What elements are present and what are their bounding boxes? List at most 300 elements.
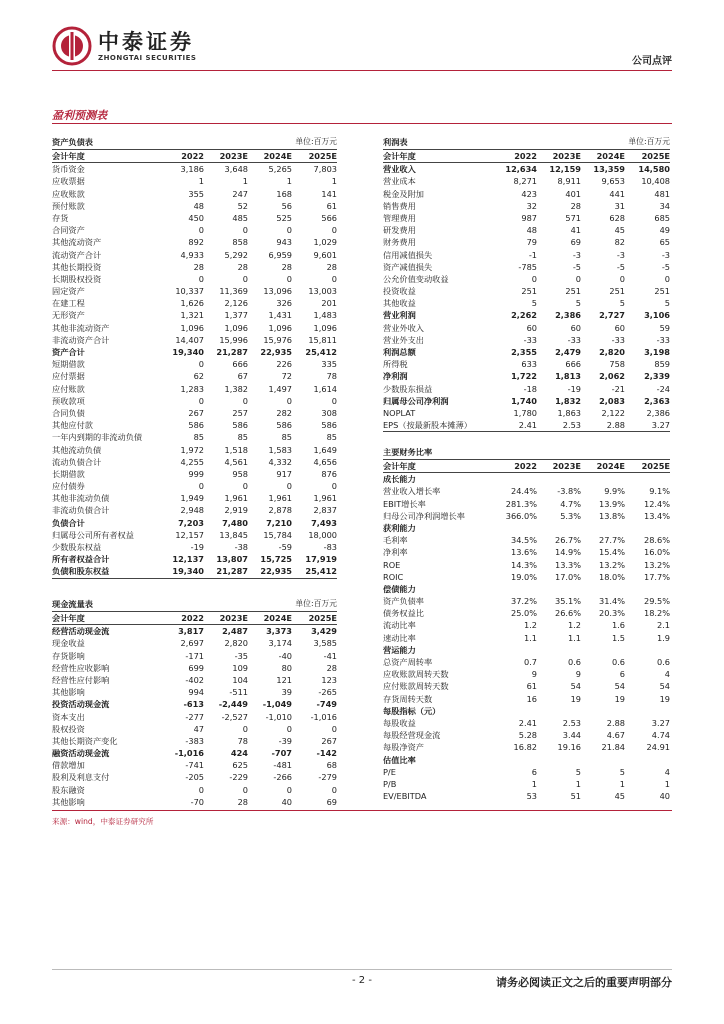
section-divider	[52, 123, 672, 124]
cell-value: 53	[526, 791, 537, 802]
cell-value: -41	[323, 650, 337, 661]
row-label: 速动比率	[383, 632, 416, 643]
financial-ratios-table	[383, 445, 670, 802]
cell-value: 566	[321, 212, 337, 223]
table-row	[383, 522, 670, 534]
page-number: - 2 -	[352, 975, 372, 986]
cell-value: 9,601	[313, 249, 337, 260]
cell-value: 168	[276, 188, 292, 199]
cell-value	[625, 522, 670, 534]
row-label: 其他长期资产变化	[52, 735, 118, 746]
cell-value: 15,725	[260, 554, 292, 565]
cell-value: 72	[281, 371, 292, 382]
table-row	[383, 236, 670, 248]
balance-sheet-table	[52, 135, 337, 579]
cell-value: 5	[619, 766, 625, 777]
cell-value: -3	[661, 249, 670, 260]
cell-value: -19	[190, 542, 204, 552]
cell-value: 28	[237, 261, 248, 272]
table-row	[383, 766, 670, 778]
cell-value: 19.16	[557, 742, 581, 753]
cell-value: 32	[526, 200, 537, 211]
row-label: 经营活动现金流	[52, 626, 110, 637]
cell-value: 0	[198, 784, 204, 795]
table-title-bar	[383, 135, 670, 150]
cell-value: 3.27	[651, 717, 670, 728]
cell-value: 1,096	[268, 322, 292, 333]
row-label: 投资活动现金流	[52, 699, 110, 710]
cell-value: -35	[234, 650, 248, 661]
cell-value: 16.0%	[643, 547, 670, 558]
row-label: 财务费用	[383, 237, 416, 248]
cell-value: 2,355	[511, 347, 537, 357]
row-label: P/B	[383, 778, 397, 789]
table-row	[52, 261, 337, 273]
cell-value: 13.6%	[510, 547, 537, 558]
cell-value	[581, 644, 625, 656]
cell-value: 1.1	[523, 632, 537, 643]
table-title-bar	[383, 445, 670, 460]
row-label: NOPLAT	[383, 407, 416, 418]
cell-value: -21	[611, 383, 625, 394]
cell-value: 49	[659, 225, 670, 236]
cell-value: 0	[198, 481, 204, 492]
cell-value: 60	[570, 322, 581, 333]
cell-value: 1,483	[313, 310, 337, 321]
cell-value: 571	[565, 212, 581, 223]
cell-value: 441	[609, 188, 625, 199]
table-row	[52, 650, 337, 662]
cell-value: 16.82	[513, 742, 537, 753]
cell-value: 85	[237, 432, 248, 443]
cell-value: 1,961	[224, 493, 248, 504]
cell-value: 27.7%	[598, 535, 625, 546]
cell-value: 37.2%	[510, 596, 537, 607]
cell-value: 13.4%	[643, 510, 670, 521]
cell-value: 1,377	[224, 310, 248, 321]
cell-value: 625	[232, 760, 248, 771]
table-title: 利润表	[383, 137, 408, 147]
table-row	[383, 571, 670, 583]
row-label: 现金收益	[52, 638, 85, 649]
column-header-year: 2024E	[596, 151, 625, 161]
cell-value: 13.2%	[598, 559, 625, 570]
table-title: 主要财务比率	[383, 447, 433, 457]
table-row	[52, 273, 337, 285]
table-row	[383, 632, 670, 644]
table-row	[383, 693, 670, 705]
table-row	[383, 419, 670, 432]
row-label: 营业利润	[383, 310, 416, 321]
table-row	[383, 644, 670, 656]
cell-value: 12,159	[549, 164, 581, 175]
income-statement-table	[383, 135, 670, 432]
table-row	[383, 334, 670, 346]
cell-value: 5	[575, 766, 581, 777]
row-label: 投资收益	[383, 286, 416, 297]
column-header-year: 2024E	[263, 613, 292, 623]
source-note: 来源：wind，中泰证券研究所	[52, 817, 154, 826]
table-row	[383, 224, 670, 236]
row-label: 资产负债率	[383, 596, 424, 607]
cell-value: 4,656	[313, 456, 337, 467]
cell-value: -24	[656, 383, 670, 394]
cell-value: 6	[531, 766, 537, 777]
column-header-year: 2022	[514, 151, 537, 161]
cell-value: 0	[331, 273, 337, 284]
table-row	[383, 595, 670, 607]
table-row	[52, 541, 337, 553]
cell-value	[581, 705, 625, 717]
cell-value: 68	[326, 760, 337, 771]
column-header-year: 2025E	[641, 151, 670, 161]
cell-value: -5	[572, 261, 581, 272]
table-unit: 单位:百万元	[628, 137, 670, 146]
cell-value: 141	[321, 188, 337, 199]
cell-value: 1,518	[224, 444, 248, 455]
cell-value: 987	[521, 212, 537, 223]
row-label: 其他影响	[52, 687, 85, 698]
logo-english-name: ZHONGTAI SECURITIES	[98, 54, 197, 62]
cell-value: -279	[318, 772, 337, 783]
table-title-bar	[52, 135, 337, 150]
cell-value: 19	[570, 693, 581, 704]
cell-value: 21,287	[216, 566, 248, 577]
row-label: 每股指标（元）	[383, 705, 441, 716]
table-row	[52, 468, 337, 480]
cell-value: 11,369	[219, 286, 248, 297]
row-label: 每股净资产	[383, 742, 424, 753]
cell-value: -5	[661, 261, 670, 272]
cell-value: 13,003	[308, 286, 337, 297]
table-row	[383, 510, 670, 522]
cell-value: 943	[276, 237, 292, 248]
cell-value: 0	[198, 273, 204, 284]
cell-value: 858	[232, 237, 248, 248]
cell-value: 31	[614, 200, 625, 211]
cell-value: 14.3%	[510, 559, 537, 570]
cell-value: 0	[286, 395, 292, 406]
cell-value: 0	[198, 395, 204, 406]
cell-value: 758	[609, 359, 625, 370]
row-label: 非流动资产合计	[52, 334, 110, 345]
cell-value	[625, 644, 670, 656]
cell-value: 2.88	[606, 420, 625, 431]
table-row	[383, 498, 670, 510]
cell-value: 59	[659, 322, 670, 333]
table-row	[52, 698, 337, 710]
table-row	[383, 249, 670, 261]
cell-value: 123	[321, 674, 337, 685]
table-row	[383, 485, 670, 497]
cell-value: 9	[531, 669, 537, 680]
cell-value: -1,010	[265, 711, 292, 722]
cell-value	[625, 705, 670, 717]
row-label: 其他影响	[52, 796, 85, 807]
cell-value: 1,096	[224, 322, 248, 333]
row-label: 少数股东损益	[383, 383, 433, 394]
cell-value: 1.6	[611, 620, 625, 631]
cell-value: 0	[331, 723, 337, 734]
cell-value: 0	[331, 395, 337, 406]
cell-value: 39	[281, 687, 292, 698]
section-title: 盈利预测表	[52, 109, 107, 122]
cell-value: 1.2	[523, 620, 537, 631]
row-label: 负债合计	[52, 517, 85, 528]
cell-value: 13.3%	[554, 559, 581, 570]
table-row	[383, 559, 670, 571]
cell-value: -1,016	[174, 748, 204, 759]
cell-value: 6,959	[268, 249, 292, 260]
row-label: 其他非流动负债	[52, 493, 110, 504]
cell-value	[625, 583, 670, 595]
cell-value: -3	[572, 249, 581, 260]
cell-value: 1,614	[313, 383, 337, 394]
cell-value: 892	[188, 237, 204, 248]
table-row	[52, 212, 337, 224]
cell-value: -3.8%	[557, 486, 581, 497]
table-row	[383, 200, 670, 212]
cell-value: 26.6%	[554, 608, 581, 619]
row-label: 其他长期投资	[52, 261, 102, 272]
cell-value: 18.2%	[643, 608, 670, 619]
cell-value: 19	[614, 693, 625, 704]
row-label: 应付账款周转天数	[383, 681, 449, 692]
table-unit: 单位:百万元	[295, 599, 337, 608]
cell-value: 2.53	[562, 717, 581, 728]
cell-value: 485	[232, 212, 248, 223]
table-row	[52, 407, 337, 419]
row-label: EV/EBITDA	[383, 791, 427, 802]
row-label: 偿债能力	[383, 583, 416, 594]
cell-value: 4.7%	[560, 498, 581, 509]
cell-value: 0	[242, 481, 248, 492]
cell-value: 0	[619, 273, 625, 284]
row-label: 融资活动现金流	[52, 748, 110, 759]
cell-value: 41	[570, 225, 581, 236]
cell-value: -5	[616, 261, 625, 272]
cell-value: 1,283	[180, 383, 204, 394]
table-row	[383, 680, 670, 692]
cell-value: 958	[232, 468, 248, 479]
document-type: 公司点评	[632, 56, 672, 67]
cell-value: -18	[523, 383, 537, 394]
row-label: 营业成本	[383, 176, 416, 187]
cell-value: 366.0%	[505, 510, 537, 521]
row-label: 信用减值损失	[383, 249, 433, 260]
cell-value: 1,096	[180, 322, 204, 333]
cell-value: -3	[616, 249, 625, 260]
table-title: 资产负债表	[52, 137, 93, 147]
cell-value: 1,813	[555, 371, 581, 382]
cell-value: -707	[271, 748, 292, 759]
cell-value: 1,780	[513, 407, 537, 418]
cell-value: 3,817	[178, 626, 204, 637]
cell-value: 1.9	[656, 632, 670, 643]
cell-value: 335	[321, 359, 337, 370]
cell-value: 85	[281, 432, 292, 443]
table-row	[52, 674, 337, 686]
cell-value	[625, 473, 670, 485]
cell-value: 2,386	[646, 407, 670, 418]
table-row	[383, 175, 670, 187]
cell-value: 2,479	[555, 347, 581, 357]
cell-value: 85	[193, 432, 204, 443]
cell-value: -749	[316, 699, 337, 710]
cell-value: 82	[614, 237, 625, 248]
cell-value: 48	[193, 200, 204, 211]
cell-value: 28.6%	[643, 535, 670, 546]
cell-value: 4,933	[180, 249, 204, 260]
cell-value: 28	[570, 200, 581, 211]
company-logo	[52, 26, 196, 66]
column-header-year: 2023E	[219, 613, 248, 623]
table-row	[52, 383, 337, 395]
table-row	[52, 784, 337, 796]
table-row	[52, 200, 337, 212]
table-header-row	[383, 460, 670, 473]
cell-value: 16	[526, 693, 537, 704]
cell-value: 12,634	[505, 164, 537, 175]
cell-value: -59	[278, 542, 292, 552]
cell-value: 67	[237, 371, 248, 382]
cell-value: 28	[326, 261, 337, 272]
table-row	[52, 309, 337, 321]
cell-value	[489, 705, 537, 717]
cell-value: 9,653	[601, 176, 625, 187]
cell-value: 13.9%	[598, 498, 625, 509]
cell-value: 1,722	[511, 371, 537, 382]
table-unit: 单位:百万元	[295, 137, 337, 146]
cell-value: 17,919	[305, 554, 337, 565]
cell-value	[537, 473, 581, 485]
cell-value: 481	[654, 188, 670, 199]
table-row	[383, 358, 670, 370]
table-row	[383, 546, 670, 558]
cell-value: 2,878	[268, 505, 292, 516]
row-label: 每股经营现金流	[383, 730, 441, 741]
cell-value: 7,480	[222, 517, 248, 528]
cell-value: -39	[278, 735, 292, 746]
table-row	[52, 236, 337, 248]
cell-value: -19	[567, 383, 581, 394]
row-label: 应付账款	[52, 383, 85, 394]
cell-value: 1,740	[511, 395, 537, 406]
cell-value: 0.6	[611, 657, 625, 667]
cell-value	[489, 644, 537, 656]
cell-value: 0	[664, 273, 670, 284]
row-label: 其他应付款	[52, 420, 93, 431]
cell-value: 0	[331, 225, 337, 236]
cell-value: 14,580	[638, 164, 670, 175]
cell-value: 3.44	[562, 730, 581, 741]
cell-value: -2,527	[221, 711, 248, 722]
cell-value: 1,497	[268, 383, 292, 394]
cell-value: 4	[664, 766, 670, 777]
row-label: 所有者权益合计	[52, 554, 110, 565]
cell-value: 666	[565, 359, 581, 370]
cell-value: 1.2	[567, 620, 581, 631]
cell-value: 2,697	[180, 638, 204, 649]
row-label: 营业收入	[383, 164, 416, 175]
table-row	[52, 735, 337, 747]
cell-value: 17.0%	[554, 571, 581, 582]
cell-value: 2.53	[562, 420, 581, 431]
cell-value: 5	[531, 298, 537, 309]
column-header-year: 2023E	[552, 461, 581, 471]
column-header-year: 2022	[181, 151, 204, 161]
cell-value	[537, 583, 581, 595]
cell-value	[489, 473, 537, 485]
row-label: 资本支出	[52, 711, 85, 722]
cell-value: 0	[242, 784, 248, 795]
row-label: 在建工程	[52, 298, 85, 309]
cell-value: 1	[664, 778, 670, 789]
cell-value: 9	[575, 669, 581, 680]
column-header-year: 2023E	[219, 151, 248, 161]
table-header-row	[52, 150, 337, 163]
row-label: 借款增加	[52, 760, 85, 771]
cell-value: 4	[664, 669, 670, 680]
cell-value: 25,412	[305, 347, 337, 357]
table-row	[52, 456, 337, 468]
cell-value: 2,727	[599, 310, 625, 321]
row-label: 长期借款	[52, 468, 85, 479]
cash-flow-table	[52, 597, 337, 808]
row-label: 税金及附加	[383, 188, 424, 199]
cell-value: 12.4%	[643, 498, 670, 509]
cell-value: 78	[237, 735, 248, 746]
row-label: 无形资产	[52, 310, 85, 321]
row-label: 合同负债	[52, 407, 85, 418]
cell-value	[581, 522, 625, 534]
row-label: 股东融资	[52, 784, 85, 795]
table-row	[52, 625, 337, 637]
cell-value: 0	[198, 359, 204, 370]
cell-value: 2.41	[518, 420, 537, 431]
cell-value: 308	[321, 407, 337, 418]
row-label: 一年内到期的非流动负债	[52, 432, 143, 443]
row-label: 应付债券	[52, 481, 85, 492]
table-header-row	[52, 612, 337, 625]
cell-value: -1	[528, 249, 537, 260]
cell-value: 586	[321, 420, 337, 431]
cell-value: 5,265	[268, 164, 292, 175]
cell-value: 25,412	[305, 566, 337, 577]
row-label: 经营性应付影响	[52, 674, 110, 685]
cell-value: 2,083	[599, 395, 625, 406]
table-row	[52, 322, 337, 334]
table-row	[52, 395, 337, 407]
row-label: 归属母公司所有者权益	[52, 529, 134, 540]
cell-value: -171	[185, 650, 204, 661]
cell-value: 1,961	[268, 493, 292, 504]
cell-value: 54	[659, 681, 670, 692]
row-label: ROIC	[383, 571, 404, 582]
cell-value: 13.2%	[643, 559, 670, 570]
row-label: 资产合计	[52, 347, 85, 357]
cell-value: 5.3%	[560, 510, 581, 521]
cell-value: 121	[276, 674, 292, 685]
cell-value: 5	[575, 298, 581, 309]
row-label: 获利能力	[383, 522, 416, 533]
cell-value: 628	[609, 212, 625, 223]
table-row	[52, 249, 337, 261]
cell-value: 60	[614, 322, 625, 333]
row-label: 存货周转天数	[383, 693, 433, 704]
row-label: 销售费用	[383, 200, 416, 211]
cell-value: -2,449	[218, 699, 248, 710]
